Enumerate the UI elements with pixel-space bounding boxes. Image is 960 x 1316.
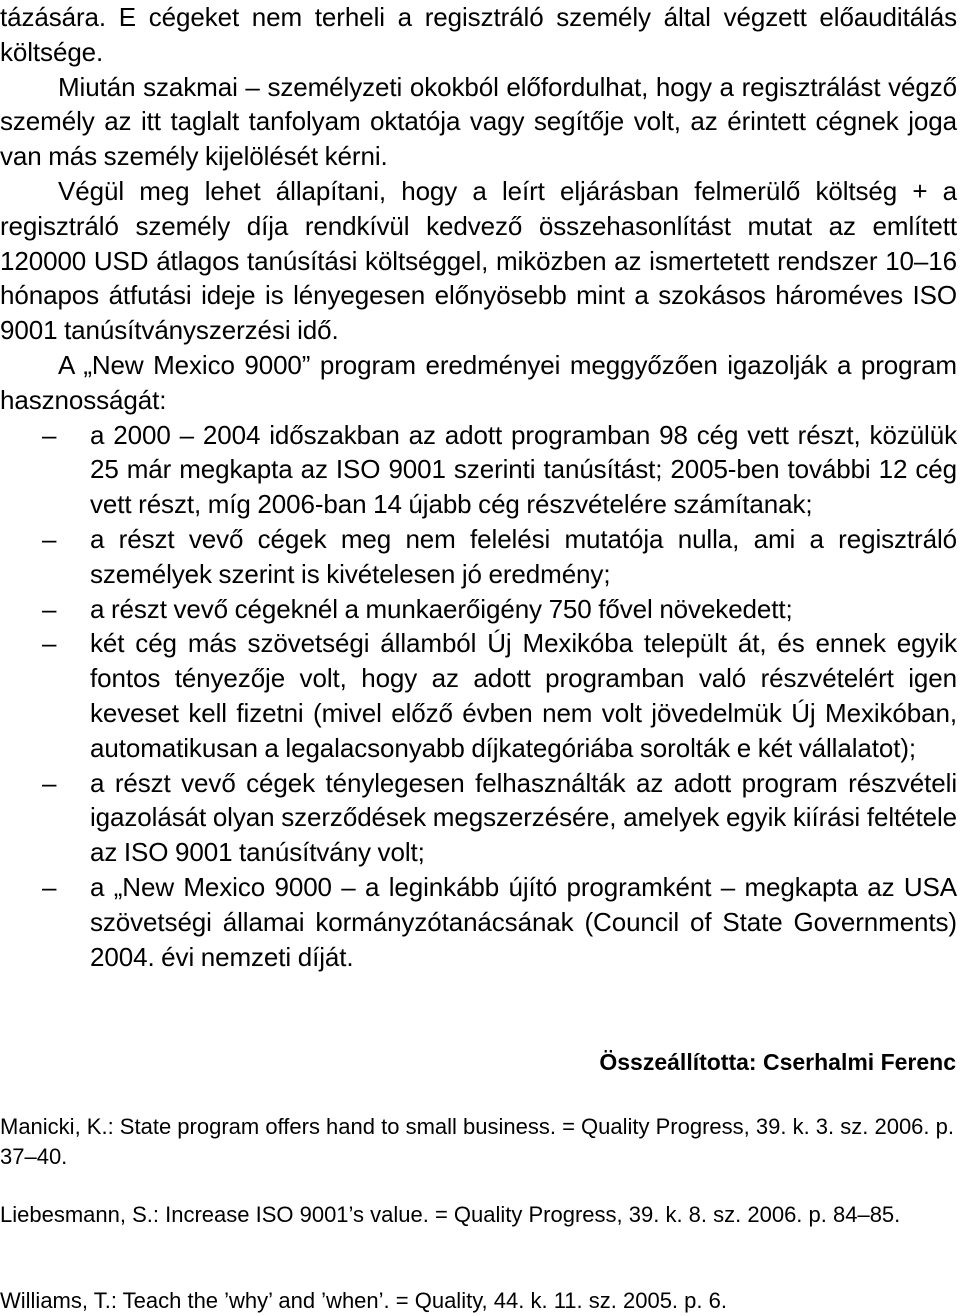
list-item	[0, 592, 957, 627]
paragraph-cost-comparison: Végül meg lehet állapítani, hogy a leírt eljárásban felmerülő költség + a regisztráló személy díja rendkívül kedvező összehasonlítást mutat az említett 120000 USD átlagos tanúsítási költséggel, miközben az ismertetett rendszer 10–16 hónapos átfutási ideje is lényegesen előnyösebb mint a szokásos hároméves ISO 9001 tanúsítványszerzési idő.	[0, 175, 957, 346]
dash-bullet: –	[42, 419, 57, 450]
list-item	[0, 522, 957, 592]
author-signature: Összeállította: Cserhalmi Ferenc	[599, 1049, 956, 1075]
dash-bullet: –	[42, 593, 57, 624]
dash-bullet: –	[42, 871, 57, 902]
reference-text: Manicki, K.: State program offers hand to small business. = Quality Progress, 39. k. 3. sz. 2006. p. 37–40.	[0, 1114, 954, 1169]
list-item	[0, 418, 957, 522]
list-item	[0, 870, 957, 974]
dash-bullet: –	[42, 628, 57, 659]
paragraph-results-intro: A „New Mexico 9000” program eredményei meggyőzően igazolják a program hasznosságát:	[0, 349, 957, 415]
list-item-text: a „New Mexico 9000 – a leginkább újító programként – megkapta az USA szövetségi államai kormányzótanácsának (Council of State Governments) 2004. évi nemzeti díját.	[90, 871, 957, 972]
dash-bullet: –	[42, 767, 57, 798]
list-item	[0, 766, 957, 870]
dash-bullet: –	[42, 523, 57, 554]
list-item-text: a részt vevő cégek meg nem felelési mutatója nulla, ami a regisztráló személyek szerint is kivételesen jó eredmény;	[90, 523, 957, 589]
reference-entry	[0, 1286, 957, 1316]
reference-entry	[0, 1112, 957, 1172]
paragraph-continuation: tázására. E cégeket nem terheli a regisztráló személy által végzett előauditálás költsége.	[0, 2, 957, 67]
list-item-text: a 2000 – 2004 időszakban az adott programban 98 cég vett részt, közülük 25 már megkapta az ISO 9001 szerinti tanúsítást; 2005-ben további 12 cég vett részt, míg 2006-ban 14 újabb cég részvételére számítanak;	[90, 419, 957, 520]
reference-text: Williams, T.: Teach the ’why’ and ’when’. = Quality, 44. k. 11. sz. 2005. p. 6.	[0, 1288, 727, 1313]
reference-text: Liebesmann, S.: Increase ISO 9001’s value. = Quality Progress, 39. k. 8. sz. 2006. p. 84–85.	[0, 1202, 901, 1227]
list-item-text: két cég más szövetségi államból Új Mexikóba települt át, és ennek egyik fontos tényezője volt, hogy az adott programban való részvételért igen keveset kell fizetni (mivel előző évben nem volt jövedelmük Új Mexikóban, automatikusan a legalacsonyabb díjkategóriába sorolták e két vállalatot);	[90, 628, 957, 763]
results-list	[0, 418, 957, 975]
paragraph-staffing: Miután szakmai – személyzeti okokból előfordulhat, hogy a regisztrálást végző személy az itt taglalt tanfolyam oktatója vagy segítője volt, az érintett cégnek joga van más személy kijelölését kérni.	[0, 71, 957, 172]
list-item	[0, 626, 957, 765]
reference-entry	[0, 1200, 957, 1230]
list-item-text: a részt vevő cégek ténylegesen felhasználták az adott program részvételi igazolását olyan szerződések megszerzésére, amelyek egyik kiírási feltétele az ISO 9001 tanúsítvány volt;	[90, 767, 957, 868]
list-item-text: a részt vevő cégeknél a munkaerőigény 750 fővel növekedett;	[90, 593, 793, 624]
